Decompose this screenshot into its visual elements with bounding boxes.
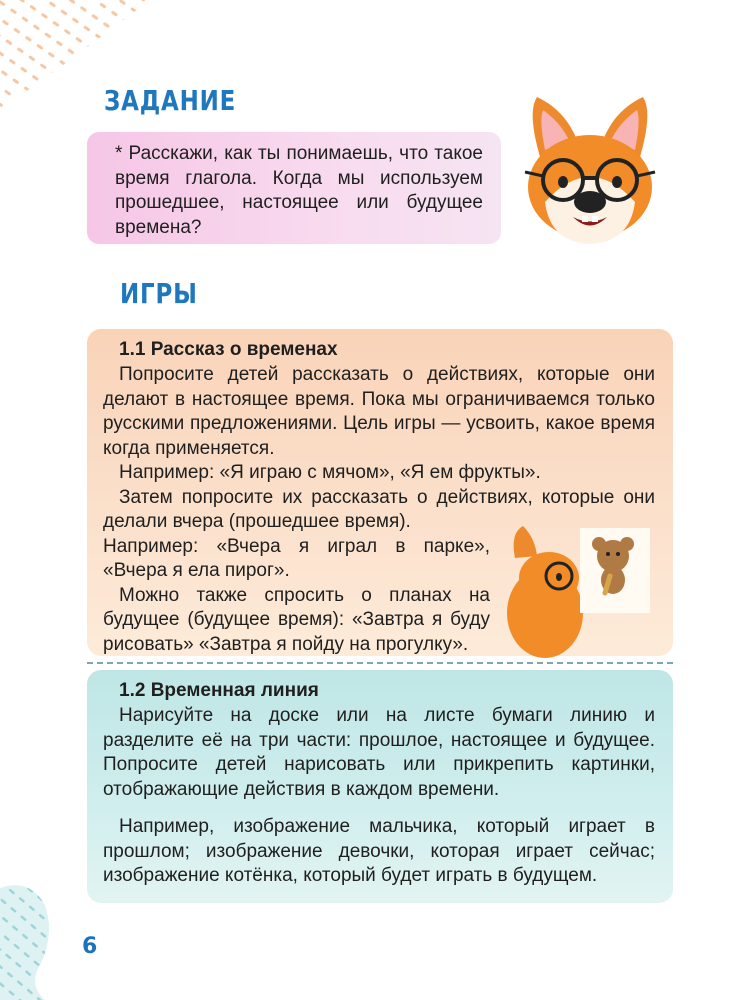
task-box <box>87 132 501 244</box>
game-2-paragraph: Нарисуйте на доске или на листе бумаги линию и разделите её на три части: прошлое, настоящее и будущее. Попросите детей нарисовать или прикрепить картинки, отображающие действия в каждом времени. <box>103 705 655 800</box>
game-1-paragraph: Например: «Вчера я играл в парке», «Вчера я ела пирог». <box>103 535 490 581</box>
fox-with-glasses-icon <box>515 92 665 252</box>
game-1-paragraph: Например: «Я играю с мячом», «Я ем фрукты». <box>119 462 541 483</box>
task-text: * Расскажи, как ты понимаешь, что такое время глагола. Когда мы используем прошедшее, настоящее или будущее времена? <box>115 143 483 238</box>
game-1-paragraph: Можно также спросить о планах на будущее (будущее время): «Завтра я буду рисовать» «Завтра я пойду на прогулку». <box>103 584 490 655</box>
fox-with-teddy-bear-icon <box>505 518 665 658</box>
section-divider <box>87 662 673 664</box>
game-1-paragraph: Затем попросите их рассказать о действиях, которые они делали вчера (прошедшее время). <box>103 486 655 532</box>
page-number: 6 <box>82 934 98 959</box>
game-2-box <box>87 670 673 903</box>
game-2-title: 1.2 Временная линия <box>119 680 319 701</box>
bottom-left-wave-decoration <box>0 880 90 1000</box>
game-1-paragraph: Попросите детей рассказать о действиях, которые они делают в настоящее время. Пока мы ограничиваемся только русскими предложениями. Цель игры — усвоить, какое время когда применяется. <box>103 364 655 459</box>
game-2-paragraph: Например, изображение мальчика, который играет в прошлом; изображение девочки, которая играет сейчас; изображение котёнка, который будет играть в будущем. <box>103 816 655 886</box>
game-1-title: 1.1 Рассказ о временах <box>119 339 338 360</box>
games-heading: ИГРЫ <box>120 277 198 310</box>
task-heading: ЗАДАНИЕ <box>104 84 237 117</box>
